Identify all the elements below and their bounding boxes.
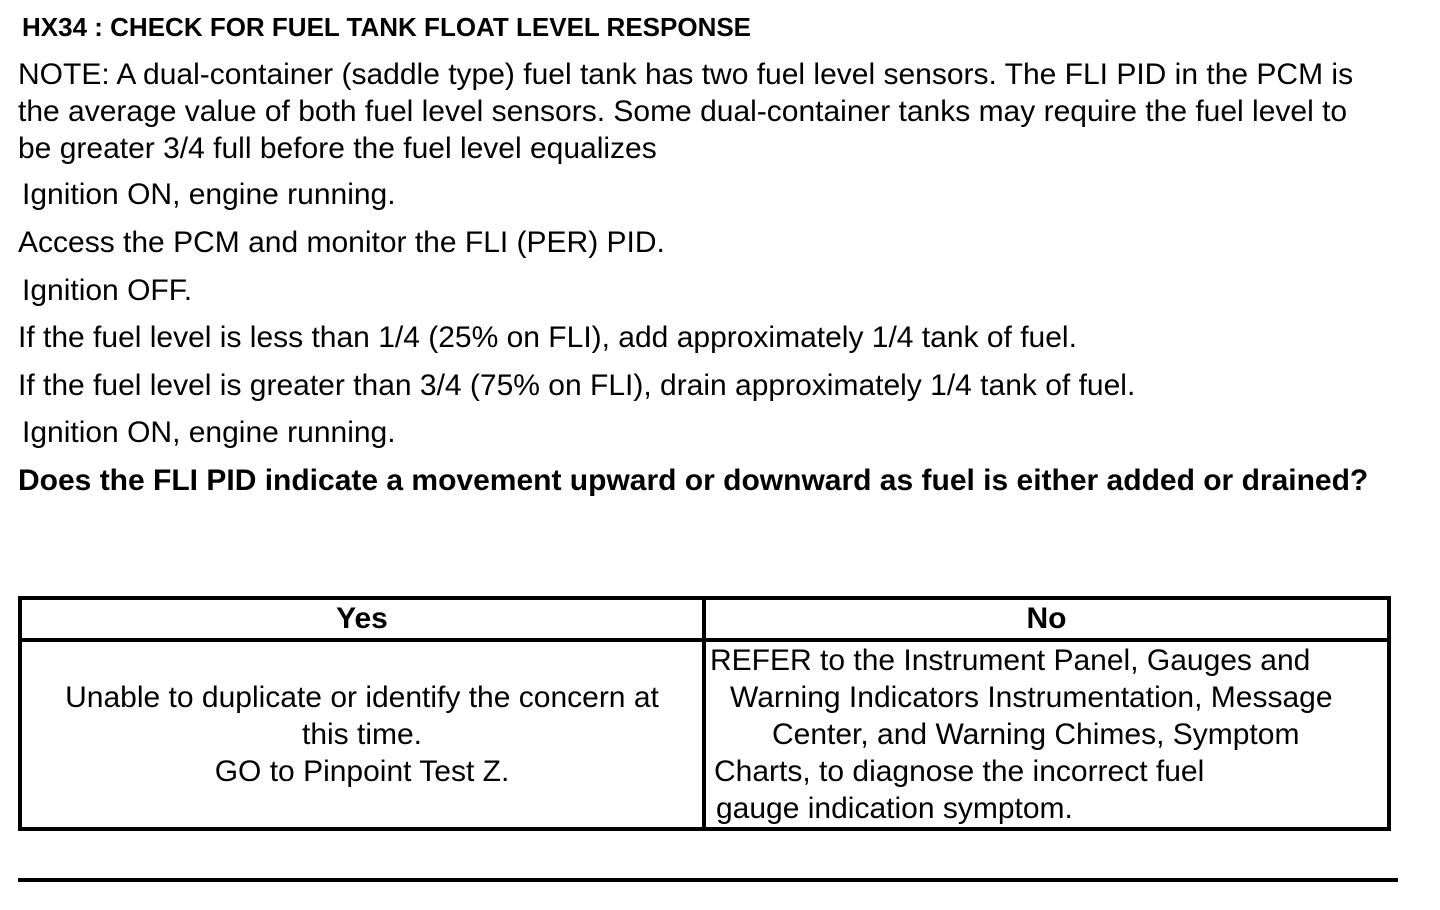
no-header: No <box>704 598 1389 640</box>
yes-line: Unable to duplicate or identify the concern at <box>65 681 659 714</box>
step-ignition-on-again: Ignition ON, engine running. <box>22 416 396 449</box>
question-text: Does the FLI PID indicate a movement upward or downward as fuel is either added or drained? <box>18 464 1369 497</box>
no-line: Warning Indicators Instrumentation, Message <box>730 681 1333 714</box>
test-step-title: HX34 : CHECK FOR FUEL TANK FLOAT LEVEL RESPONSE <box>22 12 752 42</box>
no-line-refer[interactable]: REFER to the Instrument Panel, Gauges and <box>710 644 1311 677</box>
yes-line-goto-link[interactable]: GO to Pinpoint Test Z. <box>214 755 510 788</box>
step-add-fuel: If the fuel level is less than 1/4 (25% on FLI), add approximately 1/4 tank of fuel. <box>18 321 1077 354</box>
table-header-row <box>20 598 1389 640</box>
no-line: Center, and Warning Chimes, Symptom <box>772 718 1300 751</box>
step-access-pcm: Access the PCM and monitor the FLI (PER) PID. <box>18 226 665 259</box>
yes-cell <box>20 640 704 829</box>
yes-no-table <box>18 596 1391 831</box>
no-line: gauge indication symptom. <box>716 792 1073 825</box>
step-ignition-off: Ignition OFF. <box>22 274 193 307</box>
note-paragraph: NOTE: A dual-container (saddle type) fuel tank has two fuel level sensors. The FLI PID in the PCM is the average value of both fuel level sensors. Some dual-container tanks may require the fuel level to be greater 3/4 full before the fuel level equalizes <box>18 58 1354 165</box>
yes-header: Yes <box>20 598 704 640</box>
no-line: Charts, to diagnose the incorrect fuel <box>714 755 1205 788</box>
no-cell <box>704 640 1389 829</box>
step-drain-fuel: If the fuel level is greater than 3/4 (75% on FLI), drain approximately 1/4 tank of fuel. <box>18 369 1136 402</box>
yes-line: this time. <box>301 718 423 751</box>
step-ignition-on: Ignition ON, engine running. <box>22 178 396 211</box>
table-row <box>20 640 1389 829</box>
bottom-divider <box>18 878 1398 882</box>
